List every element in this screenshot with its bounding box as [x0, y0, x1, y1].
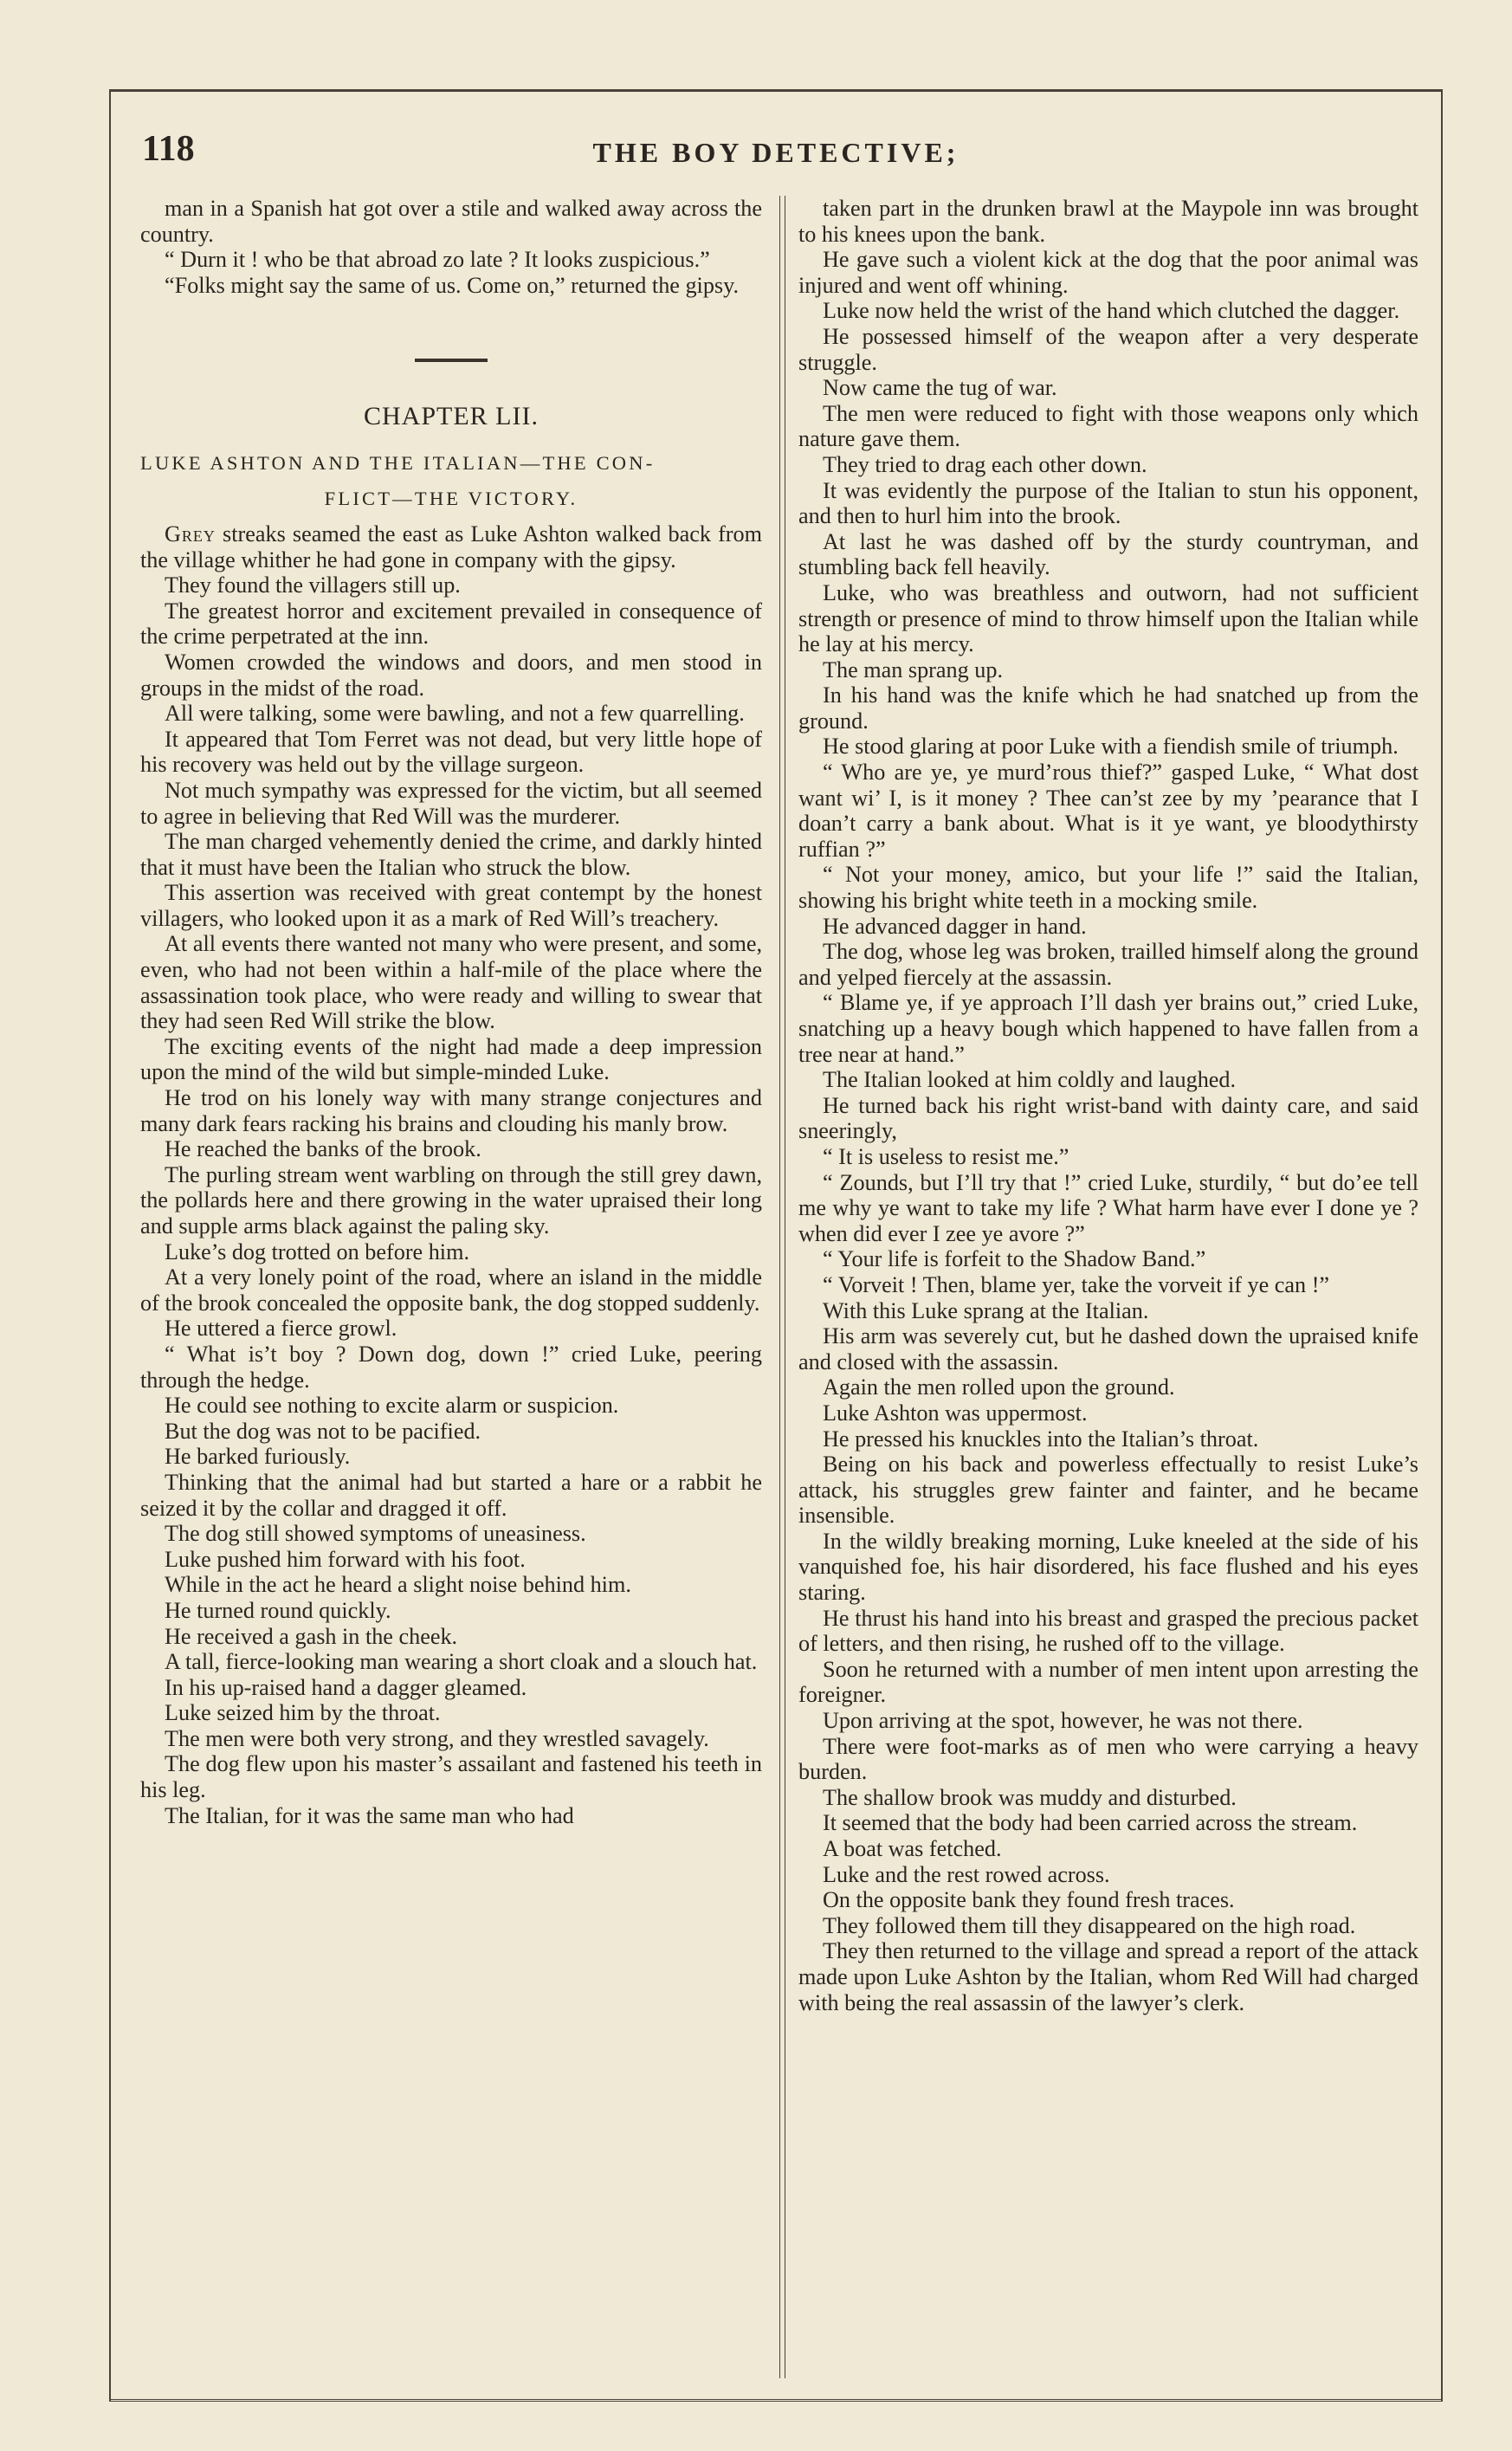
left-intro [140, 196, 762, 298]
paragraph: He trod on his lonely way with many strange conjectures and many dark fears racking his brains and clouding his manly brow. [140, 1085, 762, 1136]
paragraph: The purling stream went warbling on through the still grey dawn, the pollards here and there growing in the water upraised their long and supple arms black against the paling sky. [140, 1161, 762, 1238]
paragraph: He turned round quickly. [165, 1597, 391, 1623]
paragraph: On the opposite bank they found fresh traces. [823, 1887, 1235, 1913]
paragraph: Upon arriving at the spot, however, he was not there. [823, 1708, 1303, 1734]
paragraph: taken part in the drunken brawl at the Maypole inn was brought to his knees upon the bank. [798, 196, 1418, 247]
page-header [142, 128, 1410, 180]
paragraph: Luke and the rest rowed across. [823, 1861, 1110, 1887]
paragraph: It appeared that Tom Ferret was not dead, but very little hope of his recovery was held out by the village surgeon. [140, 726, 762, 778]
paragraph: He uttered a fierce growl. [165, 1316, 397, 1342]
page-bottom-rule [109, 2399, 1443, 2402]
paragraph: Luke Ashton was uppermost. [823, 1400, 1088, 1426]
paragraph: A tall, fierce-looking man wearing a short cloak and a slouch hat. [165, 1649, 758, 1675]
paragraph: In his up-raised hand a dagger gleamed. [165, 1674, 527, 1700]
paragraph: Luke’s dog trotted on before him. [165, 1238, 469, 1264]
left-body [140, 572, 762, 1828]
paragraph: The man charged vehemently denied the crime, and darkly hinted that it must have been the Italian who struck the blow. [140, 829, 762, 880]
paragraph: He gave such a violent kick at the dog that the poor animal was injured and went off whining. [798, 247, 1418, 298]
paragraph: “Folks might say the same of us. Come on,” returned the gipsy. [165, 272, 740, 298]
paragraph: He reached the banks of the brook. [165, 1136, 481, 1162]
paragraph: All were talking, some were bawling, and not a few quarrelling. [165, 701, 745, 727]
paragraph: At last he was dashed off by the sturdy countryman, and stumbling back fell heavily. [798, 528, 1418, 580]
paragraph: Luke, who was breathless and outworn, had not sufficient strength or presence of mind to throw himself upon the Italian while he lay at his mercy. [798, 579, 1418, 657]
paragraph: He could see nothing to excite alarm or suspicion. [165, 1393, 619, 1419]
paragraph: He thrust his hand into his breast and grasped the precious packet of letters, and then rising, he rushed off to the village. [798, 1605, 1418, 1657]
paragraph: Luke now held the wrist of the hand which clutched the dagger. [823, 298, 1400, 324]
paragraph: They found the villagers still up. [165, 572, 461, 598]
paragraph: “ Your life is forfeit to the Shadow Band.” [823, 1246, 1206, 1272]
paragraph: There were foot-marks as of men who were carrying a heavy burden. [798, 1733, 1418, 1785]
chapter-title: CHAPTER LII. [364, 402, 539, 431]
paragraph: He possessed himself of the weapon after a very desperate struggle. [798, 323, 1418, 375]
paragraph: It seemed that the body had been carried across the stream. [823, 1810, 1358, 1836]
left-column [140, 196, 762, 1828]
first-paragraph [140, 521, 762, 572]
paragraph: The dog flew upon his master’s assailant and fastened his teeth in his leg. [140, 1751, 762, 1803]
paragraph: “ What is’t boy ? Down dog, down !” cried Luke, peering through the hedge. [140, 1341, 762, 1393]
right-body [798, 196, 1418, 2015]
paragraph: He received a gash in the cheek. [165, 1623, 458, 1649]
paragraph: Being on his back and powerless effectually to resist Luke’s attack, his struggles grew fainter and fainter, and he became insensible. [798, 1452, 1418, 1529]
paragraph: While in the act he heard a slight noise behind him. [165, 1572, 631, 1598]
chapter-rule [415, 359, 488, 362]
paragraph: “ It is useless to resist me.” [823, 1143, 1069, 1169]
paragraph: But the dog was not to be pacified. [165, 1418, 481, 1444]
paragraph: The dog, whose leg was broken, trailled himself along the ground and yelped fiercely at the assassin. [798, 939, 1418, 990]
page-frame [109, 89, 1443, 2402]
paragraph: Thinking that the animal had but started a hare or a rabbit he seized it by the collar and dragged it off. [140, 1469, 762, 1521]
right-column [798, 196, 1418, 2015]
paragraph: “ Vorveit ! Then, blame yer, take the vorveit if ye can !” [823, 1271, 1330, 1297]
paragraph: “ Zounds, but I’ll try that !” cried Luke, sturdily, “ but do’ee tell me why ye want to take my life ? What harm have ever I done ye ? when did ever I zee ye avore ?” [798, 1169, 1418, 1246]
paragraph: He advanced dagger in hand. [823, 913, 1087, 939]
paragraph: Women crowded the windows and doors, and men stood in groups in the midst of the road. [140, 649, 762, 701]
paragraph: The Italian, for it was the same man who had [165, 1802, 574, 1828]
paragraph: He turned back his right wrist-band with dainty care, and said sneeringly, [798, 1092, 1418, 1144]
paragraph: man in a Spanish hat got over a stile and walked away across the country. [140, 196, 762, 247]
paragraph: This assertion was received with great contempt by the honest villagers, who looked upon it as a mark of Red Will’s treachery. [140, 880, 762, 931]
paragraph: The men were reduced to fight with those weapons only which nature gave them. [798, 400, 1418, 452]
paragraph: The men were both very strong, and they wrestled savagely. [165, 1725, 709, 1751]
paragraph: “ Durn it ! who be that abroad zo late ? It looks zuspicious.” [165, 247, 710, 273]
paragraph: At all events there wanted not many who were present, and some, even, who had not been within a half-mile of the place where the assassination took place, who were ready and willing to swear that they had seen Red Will strike the blow. [140, 931, 762, 1034]
paragraph: Luke seized him by the throat. [165, 1700, 441, 1726]
column-divider [779, 196, 785, 2378]
paragraph: At a very lonely point of the road, where an island in the middle of the brook concealed the opposite bank, the dog stopped suddenly. [140, 1264, 762, 1316]
paragraph: They then returned to the village and spread a report of the attack made upon Luke Ashton by the Italian, whom Red Will had charged with being the real assassin of the lawyer’s clerk. [798, 1938, 1418, 2015]
chapter-subheading-line2: FLICT—THE VICTORY. [324, 487, 578, 509]
paragraph: They followed them till they disappeared on the high road. [823, 1912, 1356, 1938]
paragraph: He barked furiously. [165, 1444, 351, 1470]
paragraph: The Italian looked at him coldly and laughed. [823, 1067, 1237, 1093]
paragraph: The greatest horror and excitement prevailed in consequence of the crime perpetrated at the inn. [140, 598, 762, 650]
page-number: 118 [142, 129, 195, 169]
paragraph: They tried to drag each other down. [823, 451, 1147, 477]
paragraph: “ Blame ye, if ye approach I’ll dash yer brains out,” cried Luke, snatching up a heavy bough which happened to have fallen from a tree near at hand.” [798, 990, 1418, 1067]
chapter-subheading-line1: LUKE ASHTON AND THE ITALIAN—THE CON- [140, 451, 656, 474]
paragraph: A boat was fetched. [823, 1836, 1002, 1861]
running-title: THE BOY DETECTIVE; [592, 137, 960, 168]
paragraph: In the wildly breaking morning, Luke kneeled at the side of his vanquished foe, his hair disordered, his face flushed and his eyes staring. [798, 1528, 1418, 1606]
paragraph: Again the men rolled upon the ground. [823, 1374, 1175, 1400]
paragraph: He stood glaring at poor Luke with a fiendish smile of triumph. [823, 734, 1399, 760]
paragraph: Luke pushed him forward with his foot. [165, 1546, 526, 1572]
paragraph: He pressed his knuckles into the Italian’s throat. [823, 1426, 1259, 1452]
paragraph: The man sprang up. [823, 656, 1003, 682]
paragraph: Now came the tug of war. [823, 375, 1057, 401]
paragraph: Not much sympathy was expressed for the victim, but all seemed to agree in believing that Red Will was the murderer. [140, 777, 762, 829]
paragraph: The exciting events of the night had made a deep impression upon the mind of the wild but simple-minded Luke. [140, 1033, 762, 1085]
paragraph: It was evidently the purpose of the Italian to stun his opponent, and then to hurl him into the brook. [798, 477, 1418, 529]
first-word: Grey [165, 521, 216, 546]
paragraph: “ Who are ye, ye murd’rous thief?” gasped Luke, “ What dost want wi’ I, is it money ? Thee can’st zee by my ’pearance that I doan’t carry a bank about. What is it ye want, ye bloodythirsty ruffian ?” [798, 760, 1418, 862]
paragraph: The shallow brook was muddy and disturbed. [823, 1784, 1237, 1810]
paragraph: Soon he returned with a number of men intent upon arresting the foreigner. [798, 1656, 1418, 1708]
paragraph: With this Luke sprang at the Italian. [823, 1297, 1149, 1323]
paragraph: In his hand was the knife which he had snatched up from the ground. [798, 682, 1418, 734]
paragraph: His arm was severely cut, but he dashed down the upraised knife and closed with the assassin. [798, 1323, 1418, 1374]
paragraph: The dog still showed symptoms of uneasiness. [165, 1521, 586, 1547]
first-paragraph-text: streaks seamed the east as Luke Ashton walked back from the village whither he had gone in company with the gipsy. [140, 521, 762, 572]
paragraph: “ Not your money, amico, but your life !” said the Italian, showing his bright white teeth in a mocking smile. [798, 862, 1418, 914]
